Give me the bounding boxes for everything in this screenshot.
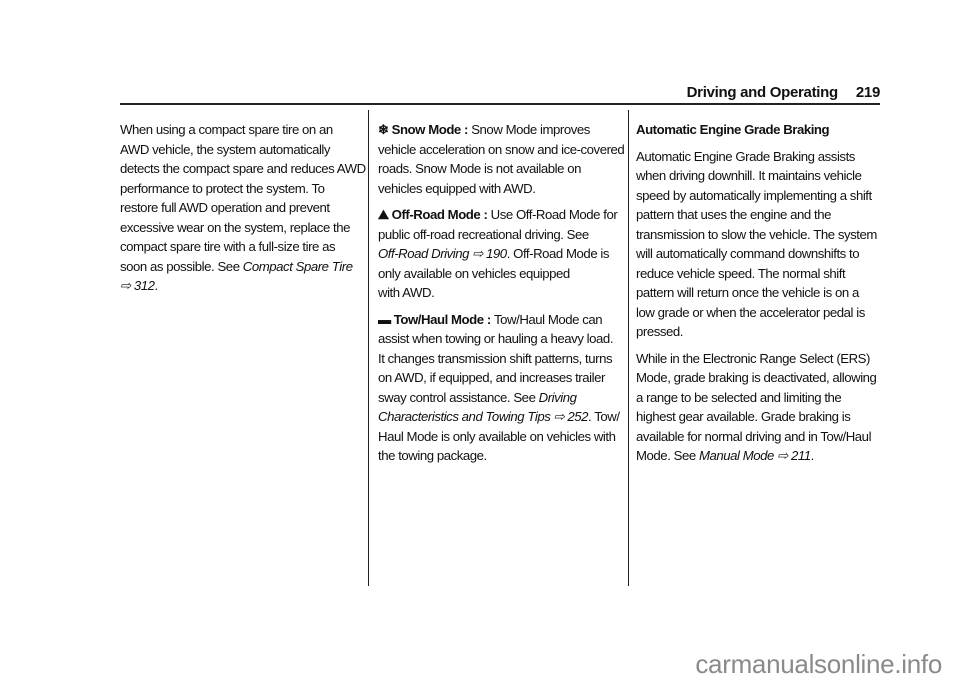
text-segment: transmission to slow the vehicle. The system (636, 226, 877, 242)
text-line (636, 283, 886, 303)
text-line (378, 310, 628, 330)
page-reference-link[interactable]: ⇨ 312 (120, 278, 155, 293)
text-segment: Characteristics and Towing Tips (378, 409, 551, 424)
text-line (378, 205, 628, 225)
text-line (120, 198, 370, 218)
paragraph (378, 205, 628, 303)
text-segment: Manual Mode (698, 448, 774, 463)
text-line (378, 427, 628, 447)
text-segment: Driving (538, 389, 577, 405)
text-line (378, 407, 628, 427)
text-segment: low grade or when the accelerator pedal is (636, 304, 865, 320)
text-line (636, 427, 886, 447)
text-line (120, 120, 370, 140)
paragraph (636, 120, 886, 140)
text-segment: only available on vehicles equipped (378, 265, 570, 281)
text-segment: assist when towing or hauling a heavy load. (378, 331, 614, 346)
text-segment: . Off-Road Mode is (506, 246, 610, 261)
text-line (378, 120, 628, 140)
text-line (636, 303, 886, 323)
text-segment: vehicle acceleration on snow and ice-covered (378, 141, 625, 157)
text-segment: compact spare tire with a full-size tire as (120, 239, 336, 254)
text-segment: public off-road recreational driving. See (378, 226, 589, 242)
bold-term: Off-Road Mode : (391, 207, 491, 222)
text-segment: Tow/Haul Mode can (494, 311, 603, 327)
text-segment: highest gear available. Grade braking is (636, 409, 851, 424)
paragraph (378, 120, 628, 198)
text-segment: Haul Mode is only available on vehicles with (378, 428, 616, 444)
text-line (120, 159, 370, 179)
text-line (636, 225, 886, 245)
text-line (636, 186, 886, 206)
text-segment: . Tow/ (588, 409, 620, 424)
text-segment: a range to be selected and limiting the (636, 389, 842, 405)
text-segment: Snow Mode improves (471, 122, 590, 137)
text-line (120, 237, 370, 257)
page-reference-link[interactable]: ⇨ 190 (469, 246, 507, 261)
text-segment: Use Off-Road Mode for (490, 207, 618, 222)
text-line (378, 225, 628, 245)
text-segment: available for normal driving and in Tow/Haul (636, 428, 872, 444)
paragraph (636, 147, 886, 342)
text-segment: pattern will return once the vehicle is on a (636, 285, 859, 300)
text-line (636, 147, 886, 167)
column-divider (628, 110, 629, 586)
text-segment: sway control assistance. See (378, 389, 539, 405)
text-segment: speed by automatically implementing a shift (636, 187, 872, 203)
text-segment: While in the Electronic Range Select (ERS) (636, 350, 870, 366)
column-middle (378, 120, 628, 473)
text-line (636, 264, 886, 284)
text-segment: . (810, 448, 814, 463)
text-line (636, 368, 886, 388)
text-line (636, 120, 886, 140)
text-line (378, 140, 628, 160)
text-segment: will automatically command downshifts to (636, 246, 860, 261)
bold-term: Snow Mode : (391, 122, 472, 137)
text-segment: When using a compact spare tire on an (120, 122, 333, 137)
section-title: Driving and Operating (686, 84, 838, 101)
page-reference-link[interactable]: ⇨ 211 (773, 448, 811, 463)
text-line (378, 349, 628, 369)
text-segment: vehicles equipped with AWD. (378, 180, 536, 196)
trailer-icon: ▬ (378, 311, 391, 327)
paragraph (378, 310, 628, 466)
text-segment: the towing package. (378, 448, 487, 463)
text-line (378, 388, 628, 408)
watermark: carmanualsonline.info (695, 649, 942, 679)
column-right (636, 120, 886, 473)
text-line (636, 244, 886, 264)
text-segment: pressed. (636, 324, 683, 339)
text-segment: on AWD, if equipped, and increases trailer (378, 370, 605, 385)
header-rule (120, 103, 880, 105)
text-line (636, 166, 886, 186)
text-line (120, 179, 370, 199)
page-number: 219 (855, 84, 880, 101)
text-segment: Automatic Engine Grade Braking assists (636, 148, 855, 164)
running-header (687, 84, 880, 101)
bold-term: Automatic Engine Grade Braking (636, 122, 830, 137)
text-line (378, 283, 628, 303)
snowflake-icon: ❄ (378, 122, 389, 137)
text-segment: Compact Spare Tire (242, 258, 353, 274)
text-segment: Mode, grade braking is deactivated, allowing (636, 370, 877, 385)
text-line (378, 446, 628, 466)
text-line (378, 368, 628, 388)
paragraph (636, 349, 886, 466)
text-line (378, 264, 628, 284)
bold-term: Tow/Haul Mode : (393, 311, 494, 327)
text-line (120, 276, 370, 296)
text-line (636, 349, 886, 369)
text-segment: restore full AWD operation and prevent (120, 200, 330, 215)
text-line (378, 159, 628, 179)
off-road-icon: ⛰ (378, 207, 389, 222)
text-line (378, 329, 628, 349)
text-segment: Off-Road Driving (378, 246, 470, 261)
text-line (636, 322, 886, 342)
text-segment: It changes transmission shift patterns, turns (378, 350, 613, 366)
text-segment: Mode. See (636, 448, 699, 463)
text-segment: detects the compact spare and reduces AWD (120, 161, 366, 176)
text-segment: reduce vehicle speed. The normal shift (636, 265, 846, 281)
text-line (636, 388, 886, 408)
page-reference-link[interactable]: ⇨ 252 (550, 409, 589, 424)
text-line (378, 244, 628, 264)
paragraph (120, 120, 370, 296)
text-line (120, 257, 370, 277)
text-line (636, 407, 886, 427)
text-line (120, 140, 370, 160)
column-left (120, 120, 370, 303)
text-line (636, 205, 886, 225)
text-segment: roads. Snow Mode is not available on (378, 161, 581, 176)
text-line (378, 179, 628, 199)
text-line (120, 218, 370, 238)
text-segment: with AWD. (378, 285, 435, 300)
text-segment: soon as possible. See (120, 258, 243, 274)
text-segment: . (154, 278, 158, 293)
text-segment: performance to protect the system. To (120, 180, 325, 196)
text-line (636, 446, 886, 466)
text-segment: excessive wear on the system, replace the (120, 219, 351, 235)
text-segment: when driving downhill. It maintains vehicle (636, 168, 862, 183)
text-segment: pattern that uses the engine and the (636, 207, 831, 222)
text-segment: AWD vehicle, the system automatically (120, 141, 331, 157)
